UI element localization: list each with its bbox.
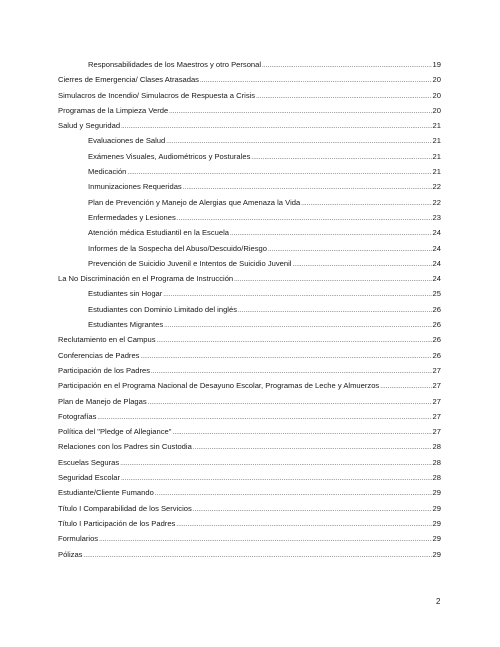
toc-entry[interactable] xyxy=(58,271,441,286)
toc-entry[interactable] xyxy=(58,195,441,210)
toc-entry[interactable] xyxy=(58,501,441,516)
toc-entry-page: 24 xyxy=(432,228,441,238)
toc-entry-title: Pólizas xyxy=(58,549,83,559)
dot-leader xyxy=(268,243,432,258)
toc-entry-page: 24 xyxy=(432,258,441,268)
toc-entry[interactable] xyxy=(58,103,441,118)
toc-entry[interactable] xyxy=(58,88,441,103)
toc-entry[interactable] xyxy=(58,286,441,301)
toc-entry[interactable] xyxy=(58,210,441,225)
toc-entry-title: Conferencias de Padres xyxy=(58,350,140,360)
toc-entry[interactable] xyxy=(58,485,441,500)
toc-entry[interactable] xyxy=(58,241,441,256)
toc-entry-title: Cierres de Emergencia/ Clases Atrasadas xyxy=(58,75,199,85)
toc-entry-title: Política del "Pledge of Allegiance" xyxy=(58,427,172,437)
dot-leader xyxy=(164,319,431,334)
dot-leader xyxy=(121,120,431,135)
dot-leader xyxy=(292,258,431,273)
toc-entry[interactable] xyxy=(58,133,441,148)
dot-leader xyxy=(193,441,432,456)
toc-entry[interactable] xyxy=(58,409,441,424)
toc-entry[interactable] xyxy=(58,149,441,164)
toc-entry-page: 23 xyxy=(432,212,441,222)
toc-entry-title: Salud y Seguridad xyxy=(58,121,121,131)
toc-entry-page: 28 xyxy=(432,442,441,452)
toc-entry-page: 20 xyxy=(432,75,441,85)
toc-entry-page: 26 xyxy=(432,320,441,330)
toc-entry[interactable] xyxy=(58,378,441,393)
toc-entry-title: Seguridad Escolar xyxy=(58,473,121,483)
toc-entry-page: 27 xyxy=(432,381,441,391)
toc-entry-title: Estudiante/Cliente Fumando xyxy=(58,488,154,498)
toc-entry-page: 27 xyxy=(432,411,441,421)
toc-entry-page: 29 xyxy=(432,488,441,498)
toc-entry[interactable] xyxy=(58,332,441,347)
dot-leader xyxy=(238,304,432,319)
toc-entry-page: 19 xyxy=(432,60,441,69)
toc-entry-title: Plan de Prevención y Manejo de Alergias que Amenaza la Vida xyxy=(88,197,301,207)
toc-entry[interactable] xyxy=(58,302,441,317)
toc-entry[interactable] xyxy=(58,516,441,531)
dot-leader xyxy=(193,503,432,518)
toc-entry-title: Título I Comparabilidad de los Servicios xyxy=(58,503,192,513)
dot-leader xyxy=(262,59,431,74)
toc-entry[interactable] xyxy=(58,57,441,72)
toc-entry-page: 21 xyxy=(432,167,441,177)
toc-entry-page: 26 xyxy=(432,350,441,360)
toc-entry[interactable] xyxy=(58,179,441,194)
toc-entry-title: Medicación xyxy=(88,167,127,177)
toc-entry-title: Fotografías xyxy=(58,411,97,421)
toc-entry-page: 26 xyxy=(432,335,441,345)
toc-entry-page: 26 xyxy=(432,304,441,314)
toc-entry-title: Participación de los Padres xyxy=(58,365,151,375)
toc-entry-title: Escuelas Seguras xyxy=(58,457,120,467)
dot-leader xyxy=(120,457,431,472)
toc-entry-page: 29 xyxy=(432,503,441,513)
dot-leader xyxy=(169,105,431,120)
toc-entry-title: Estudiantes sin Hogar xyxy=(88,289,163,299)
toc-entry-title: Simulacros de Incendio/ Simulacros de Respuesta a Crisis xyxy=(58,90,256,100)
dot-leader xyxy=(148,396,432,411)
toc-entry-page: 22 xyxy=(432,182,441,192)
page-number: 2 xyxy=(436,597,441,606)
dot-leader xyxy=(234,273,431,288)
toc-entry-page: 28 xyxy=(432,457,441,467)
toc-entry-title: Exámenes Visuales, Audiométricos y Posturales xyxy=(88,151,251,161)
toc-entry-title: Relaciones con los Padres sin Custodia xyxy=(58,442,192,452)
toc-entry[interactable] xyxy=(58,317,441,332)
dot-leader xyxy=(380,380,431,395)
toc-entry[interactable] xyxy=(58,118,441,133)
toc-entry-page: 27 xyxy=(432,427,441,437)
toc-entry-page: 20 xyxy=(432,105,441,115)
toc-entry[interactable] xyxy=(58,363,441,378)
toc-entry-page: 20 xyxy=(432,90,441,100)
toc-entry-title: Responsabilidades de los Maestros y otro Personal xyxy=(88,60,262,69)
toc-entry[interactable] xyxy=(58,164,441,179)
dot-leader xyxy=(83,549,431,564)
toc-entry-title: Plan de Manejo de Plagas xyxy=(58,396,147,406)
toc-entry-title: Reclutamiento en el Campus xyxy=(58,335,156,345)
toc-entry-page: 28 xyxy=(432,473,441,483)
dot-leader xyxy=(140,350,431,365)
toc-entry-page: 21 xyxy=(432,151,441,161)
toc-entry-title: Programas de la Limpieza Verde xyxy=(58,105,169,115)
toc-entry[interactable] xyxy=(58,439,441,454)
toc-entry-title: Prevención de Suicidio Juvenil e Intentos de Suicidio Juvenil xyxy=(88,258,292,268)
toc-entry[interactable] xyxy=(58,72,441,87)
dot-leader xyxy=(157,334,432,349)
toc-entry[interactable] xyxy=(58,547,441,562)
toc-entry-page: 27 xyxy=(432,365,441,375)
table-of-contents xyxy=(58,57,441,562)
toc-entry-title: La No Discriminación en el Programa de Instrucción xyxy=(58,274,234,284)
toc-entry[interactable] xyxy=(58,225,441,240)
toc-entry[interactable] xyxy=(58,394,441,409)
toc-entry-title: Participación en el Programa Nacional de Desayuno Escolar, Programas de Leche y Almuerzos xyxy=(58,381,380,391)
toc-entry-title: Estudiantes con Dominio Limitado del inglés xyxy=(88,304,238,314)
toc-entry-page: 24 xyxy=(432,243,441,253)
toc-entry-title: Evaluaciones de Salud xyxy=(88,136,166,146)
toc-entry[interactable] xyxy=(58,424,441,439)
toc-entry-title: Informes de la Sospecha del Abuso/Descuido/Riesgo xyxy=(88,243,267,253)
toc-entry-page: 25 xyxy=(432,289,441,299)
dot-leader xyxy=(301,197,431,212)
toc-entry-page: 29 xyxy=(432,518,441,528)
toc-entry-title: Enfermedades y Lesiones xyxy=(88,212,176,222)
toc-entry-title: Inmunizaciones Requeridas xyxy=(88,182,182,192)
toc-entry-page: 29 xyxy=(432,549,441,559)
dot-leader xyxy=(172,426,431,441)
dot-leader xyxy=(251,151,431,166)
toc-entry[interactable] xyxy=(58,256,441,271)
toc-entry-page: 21 xyxy=(432,136,441,146)
toc-entry[interactable] xyxy=(58,531,441,546)
toc-entry-title: Estudiantes Migrantes xyxy=(88,320,164,330)
dot-leader xyxy=(155,487,432,502)
toc-entry-page: 22 xyxy=(432,197,441,207)
toc-entry-page: 29 xyxy=(432,534,441,544)
toc-entry[interactable] xyxy=(58,470,441,485)
dot-leader xyxy=(256,90,431,105)
dot-leader xyxy=(121,472,431,487)
toc-entry-page: 27 xyxy=(432,396,441,406)
toc-entry[interactable] xyxy=(58,348,441,363)
toc-entry[interactable] xyxy=(58,455,441,470)
toc-entry-page: 21 xyxy=(432,121,441,131)
dot-leader xyxy=(176,518,431,533)
toc-entry-page: 24 xyxy=(432,274,441,284)
dot-leader xyxy=(99,533,431,548)
toc-entry-title: Formularios xyxy=(58,534,99,544)
toc-entry-title: Título I Participación de los Padres xyxy=(58,518,176,528)
toc-entry-title: Atención médica Estudiantil en la Escuela xyxy=(88,228,229,238)
